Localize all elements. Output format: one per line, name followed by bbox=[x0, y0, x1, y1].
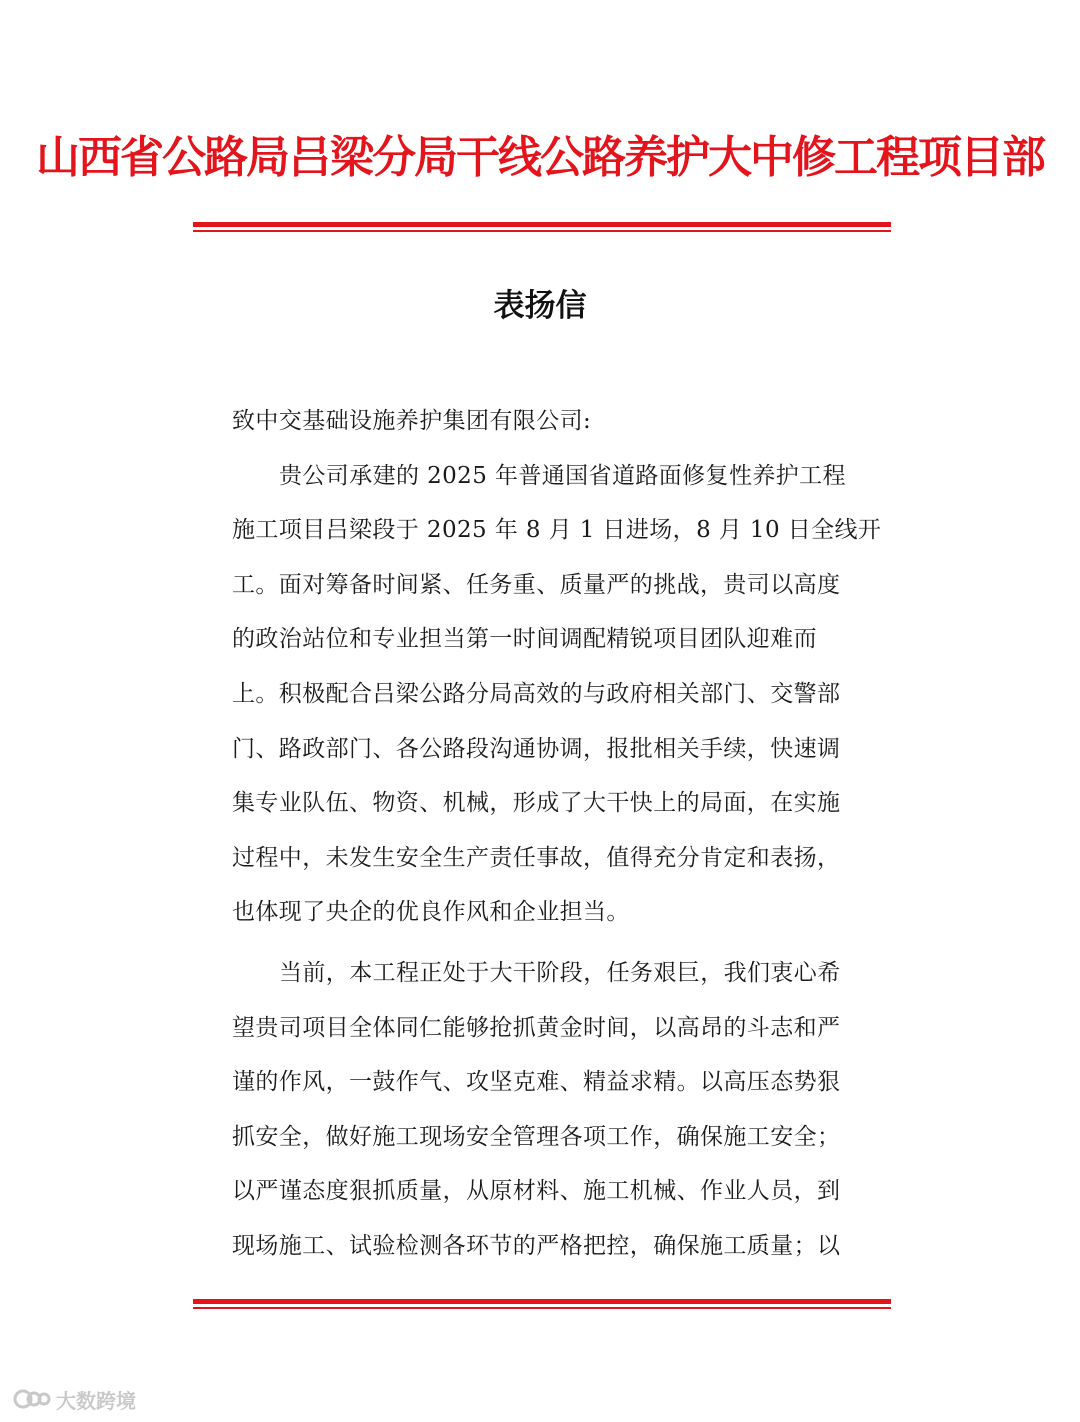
dashu-logo-icon bbox=[12, 1386, 52, 1412]
paragraph-line: 施工项目吕梁段于 2025 年 8 月 1 日进场，8 月 10 日全线开 bbox=[232, 517, 882, 544]
paragraph-line: 当前，本工程正处于大干阶段，任务艰巨，我们衷心希 bbox=[279, 959, 841, 986]
paragraph-1 bbox=[232, 449, 882, 940]
paragraph-line: 谨的作风，一鼓作气、攻坚克难、精益求精。以高压态势狠 bbox=[232, 1069, 841, 1096]
footer-rule-thick bbox=[193, 1299, 891, 1304]
paragraph-line: 的政治站位和专业担当第一时间调配精锐项目团队迎难而 bbox=[232, 626, 817, 653]
paragraph-2 bbox=[232, 946, 882, 1274]
salutation: 致中交基础设施养护集团有限公司: bbox=[232, 408, 592, 434]
watermark-text: 大数跨境 bbox=[56, 1388, 136, 1413]
paragraph-line: 抓安全，做好施工现场安全管理各项工作，确保施工安全； bbox=[232, 1123, 841, 1150]
letterhead-org-name: 山西省公路局吕梁分局干线公路养护大中修工程项目部 bbox=[36, 132, 1044, 183]
paragraph-line: 门、路政部门、各公路段沟通协调，报批相关手续，快速调 bbox=[232, 735, 841, 762]
paragraph-line: 工。面对筹备时间紧、任务重、质量严的挑战，贵司以高度 bbox=[232, 571, 841, 598]
paragraph-line: 集专业队伍、物资、机械，形成了大干快上的局面，在实施 bbox=[232, 790, 841, 817]
paragraph-line: 现场施工、试验检测各环节的严格把控，确保施工质量；以 bbox=[232, 1232, 841, 1259]
paragraph-line: 也体现了央企的优良作风和企业担当。 bbox=[232, 899, 630, 926]
letterhead-rule-thick bbox=[193, 222, 891, 227]
paragraph-line: 望贵司项目全体同仁能够抢抓黄金时间，以高昂的斗志和严 bbox=[232, 1014, 841, 1041]
paragraph-line: 上。积极配合吕梁公路分局高效的与政府相关部门、交警部 bbox=[232, 680, 841, 707]
watermark bbox=[12, 1384, 136, 1414]
footer-rule-thin bbox=[193, 1307, 891, 1309]
letter-body bbox=[232, 394, 882, 1274]
letterhead-rule-thin bbox=[193, 230, 891, 232]
document-title: 表扬信 bbox=[493, 288, 587, 324]
paragraph-line: 以严谨态度狠抓质量，从原材料、施工机械、作业人员，到 bbox=[232, 1178, 841, 1205]
paragraph-line: 贵公司承建的 2025 年普通国省道路面修复性养护工程 bbox=[279, 462, 846, 489]
paragraph-line: 过程中，未发生安全生产责任事故，值得充分肯定和表扬， bbox=[232, 844, 841, 871]
